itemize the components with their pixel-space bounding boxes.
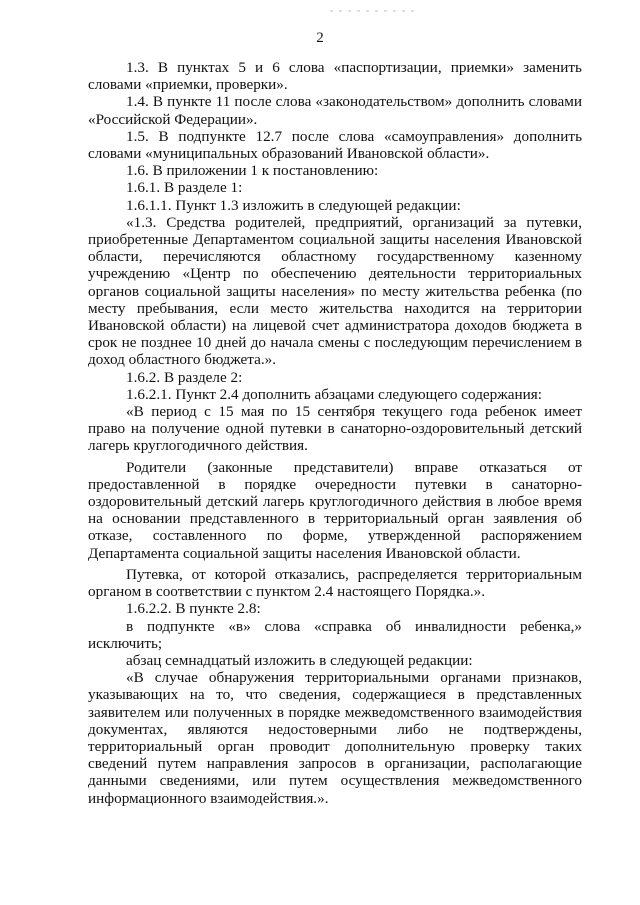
quoted-paragraph-voucher: Путевка, от которой отказались, распределяется территориальным органом в соответствии с пунктом 2.4 настоящего Порядка.». [88, 565, 582, 601]
paragraph-1-4: 1.4. В пункте 11 после слова «законодательством» дополнить словами «Российской Федерации». [88, 93, 582, 128]
scan-artifact [330, 10, 420, 12]
paragraph-1-6-1-1: 1.6.1.1. Пункт 1.3 изложить в следующей редакции: [126, 196, 461, 214]
paragraph-seventeenth-change: абзац семнадцатый изложить в следующей редакции: [126, 651, 473, 669]
paragraph-1-6-2-2: 1.6.2.2. В пункте 2.8: [126, 600, 261, 618]
paragraph-1-5: 1.5. В подпункте 12.7 после слова «самоуправления» дополнить словами «муниципальных образований Ивановской области». [88, 127, 582, 163]
paragraph-1-6-1: 1.6.1. В разделе 1: [126, 179, 243, 197]
quoted-paragraph-verification: «В случае обнаружения территориальными органами признаков, указывающих на то, что сведения, содержащиеся в представленных заявителем или полученных в порядке межведомственного взаимодействия документах, являются недостоверными либо не подтверждены, территориальный орган проводит дополнительную проверку таких сведений путем направления запросов в организации, располагающие данными сведениями, или путем осуществления межведомственного информационного взаимодействия.». [88, 669, 582, 807]
subparagraph-v-change: в подпункте «в» слова «справка об инвалидности ребенка,» исключить; [88, 617, 582, 652]
quoted-paragraph-parents: Родители (законные представители) вправе отказаться от предоставленной в порядке очередности путевки в санаторно-оздоровительный детский лагерь круглогодичного действия в любое время на основании представленного в территориальный орган заявления об отказе, составленного по форме, утвержденной распоряжением Департамента социальной защиты населения Ивановской области. [88, 458, 582, 562]
paragraph-1-6: 1.6. В приложении 1 к постановлению: [126, 162, 379, 180]
paragraph-1-6-2: 1.6.2. В разделе 2: [126, 368, 243, 386]
paragraph-1-3: 1.3. В пунктах 5 и 6 слова «паспортизации, приемки» заменить словами «приемки, проверки». [88, 59, 582, 94]
quoted-paragraph-1-3: «1.3. Средства родителей, предприятий, организаций за путевки, приобретенные Департаментом социальной защиты населения Ивановской области, перечисляются областному государственному казенному учреждению «Центр по обеспечению деятельности территориальных органов социальной защиты населения» по месту жительства ребенка (по месту пребывания, если место жительства находится на территории Ивановской области) на лицевой счет администратора доходов бюджета в срок не позднее 10 дней до начала смены с последующим перечислением в доход областного бюджета.». [88, 213, 582, 369]
quoted-paragraph-period: «В период с 15 мая по 15 сентября текущего года ребенок имеет право на получение одной путевки в санаторно-оздоровительный детский лагерь круглогодичного действия. [88, 403, 582, 455]
document-body [88, 59, 582, 807]
page-number: 2 [316, 30, 324, 46]
paragraph-1-6-2-1: 1.6.2.1. Пункт 2.4 дополнить абзацами следующего содержания: [126, 385, 542, 403]
